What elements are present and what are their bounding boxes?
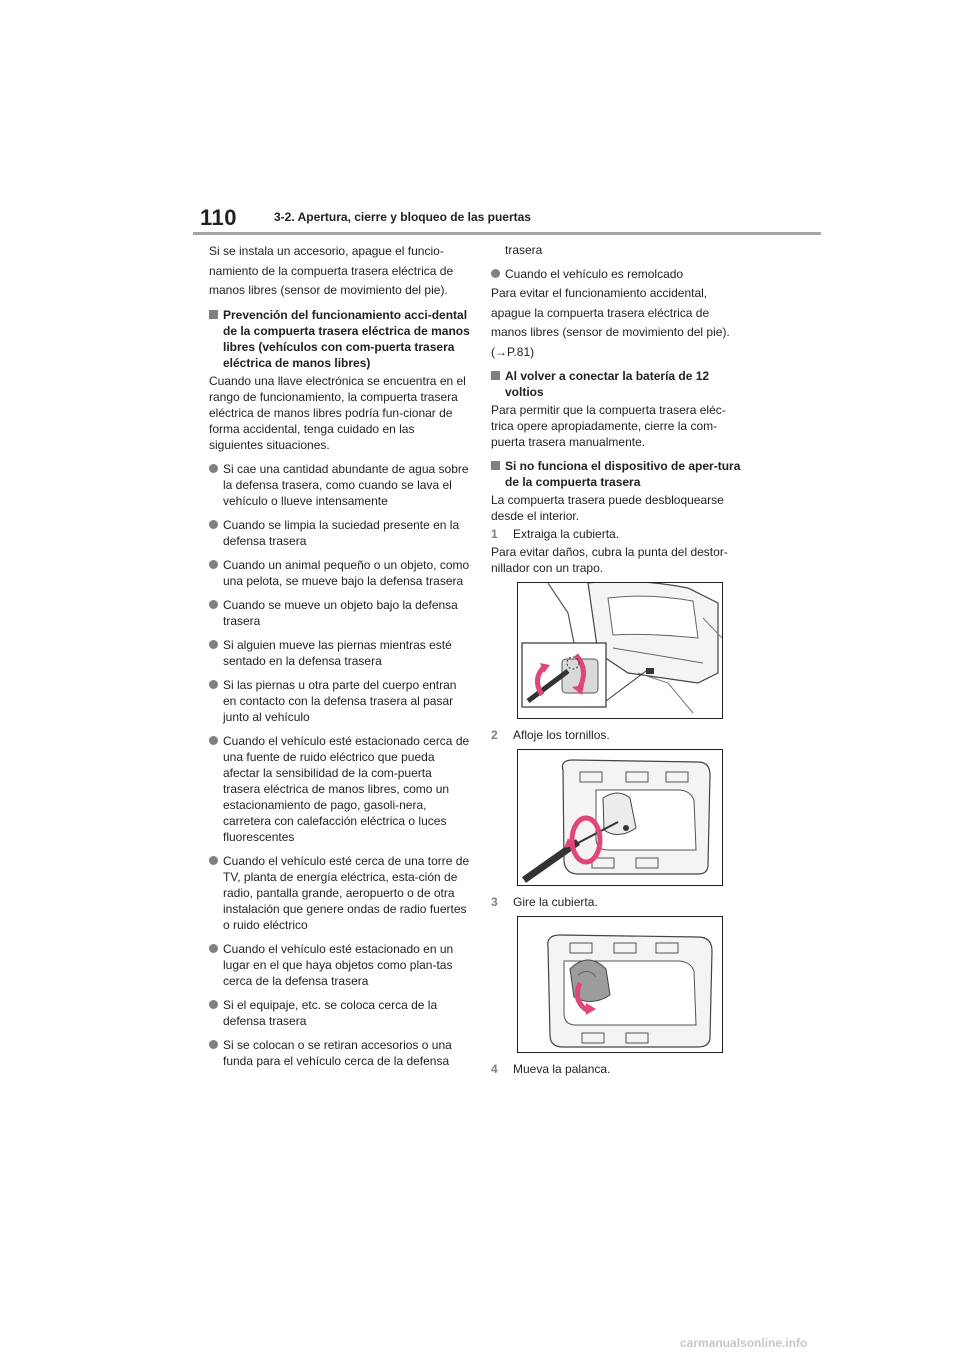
right-column: [491, 242, 741, 1079]
circle-bullet-icon: [209, 464, 218, 473]
list-item: Cuando el vehículo esté estacionado en un lugar en el que haya objetos como plan-tas cerca de la defensa trasera: [209, 941, 471, 989]
watermark: carmanualsonline.info: [680, 1336, 808, 1350]
circle-bullet-icon: [209, 520, 218, 529]
continuation-text: trasera: [505, 243, 543, 257]
loosen-screws-illustration: [518, 750, 722, 885]
section-title: 3-2. Apertura, cierre y bloqueo de las puertas: [274, 210, 531, 224]
step-number: 2: [491, 728, 498, 742]
circle-bullet-icon: [209, 736, 218, 745]
heading-opener-failure: Si no funciona el dispositivo de aper-tura de la compuerta trasera: [491, 458, 741, 490]
left-column: [209, 242, 471, 1077]
step-3: [491, 894, 741, 910]
list-item: Cuando un animal pequeño o un objeto, como una pelota, se mueve bajo la defensa trasera: [209, 557, 471, 589]
towed-page-reference: (→P.81): [491, 344, 535, 359]
list-item: Si cae una cantidad abundante de agua sobre la defensa trasera, como cuando se lava el vehículo o llueve intensamente: [209, 461, 471, 509]
step-text: Afloje los tornillos.: [513, 728, 610, 742]
step-2: [491, 727, 741, 743]
list-item: Si las piernas u otra parte del cuerpo entran en contacto con la defensa trasera al pasar junto al vehículo: [209, 677, 471, 725]
remove-cover-illustration: [518, 583, 722, 718]
circle-bullet-icon: [209, 1040, 218, 1049]
step-1: [491, 526, 741, 542]
list-item: Cuando el vehículo esté estacionado cerca de una fuente de ruido eléctrico que pueda afectar la sensibilidad de la com-puerta trasera eléctrica de manos libres, como un estacionamiento de pago, gasoli-nera, carretera con calefacción eléctrica o luces fluorescentes: [209, 733, 471, 845]
step-number: 3: [491, 895, 498, 909]
circle-bullet-icon: [209, 600, 218, 609]
list-item: Cuando se mueve un objeto bajo la defensa trasera: [209, 597, 471, 629]
heading-text: Prevención del funcionamiento acci-dental de la compuerta trasera eléctrica de manos libres (vehículos con com-puerta trasera eléctrica de manos libres): [223, 307, 470, 370]
intro-paragraph: Si se instala un accesorio, apague el funcio-namiento de la compuerta trasera eléctrica de manos libres (sensor de movimiento del pie).: [209, 244, 454, 297]
circle-bullet-icon: [209, 1000, 218, 1009]
figure-loosen-screws: [517, 749, 723, 886]
circle-bullet-icon: [209, 680, 218, 689]
square-bullet-icon: [491, 461, 500, 470]
list-item: Cuando se limpia la suciedad presente en la defensa trasera: [209, 517, 471, 549]
step-number: 1: [491, 527, 498, 541]
figure-remove-cover: [517, 582, 723, 719]
list-item: Cuando el vehículo esté cerca de una torre de TV, planta de energía eléctrica, esta-ción de radio, pantalla grande, aeropuerto o de otra instalación que genere ondas de radio fuertes o ruido eléctrico: [209, 853, 471, 933]
heading-accidental-operation: [209, 307, 471, 371]
step-text: Mueva la palanca.: [513, 1062, 611, 1076]
step-1-note: Para evitar daños, cubra la punta del destor-nillador con un trapo.: [491, 545, 728, 575]
circle-bullet-icon: [209, 640, 218, 649]
step-4: [491, 1061, 741, 1077]
page-number: 110: [200, 205, 237, 230]
towed-paragraph: Para evitar el funcionamiento accidental, apague la compuerta trasera eléctrica de manos libres (sensor de movimiento del pie).: [491, 286, 730, 339]
list-item: Si alguien mueve las piernas mientras esté sentado en la defensa trasera: [209, 637, 471, 669]
step-number: 4: [491, 1062, 498, 1076]
opener-paragraph: La compuerta trasera puede desbloquearse desde el interior.: [491, 493, 724, 523]
square-bullet-icon: [491, 371, 500, 380]
square-bullet-icon: [209, 310, 218, 319]
list-item: Si se colocan o se retiran accesorios o una funda para el vehículo cerca de la defensa: [209, 1037, 471, 1069]
turn-cover-illustration: [518, 917, 722, 1052]
battery-paragraph: Para permitir que la compuerta trasera eléc-trica opere apropiadamente, cierre la com-puerta trasera manualmente.: [491, 403, 726, 449]
circle-bullet-icon: [491, 269, 500, 278]
circle-bullet-icon: [209, 560, 218, 569]
figure-turn-cover: [517, 916, 723, 1053]
list-item: Si el equipaje, etc. se coloca cerca de la defensa trasera: [209, 997, 471, 1029]
step-text: Gire la cubierta.: [513, 895, 598, 909]
accidental-operation-paragraph: Cuando una llave electrónica se encuentra en el rango de funcionamiento, la compuerta trasera eléctrica de manos libres podría fun-cionar de forma accidental, tenga cuidado en las siguientes situaciones.: [209, 373, 466, 452]
circle-bullet-icon: [209, 944, 218, 953]
header-rule: [193, 232, 821, 235]
list-item: Cuando el vehículo es remolcado: [491, 266, 741, 282]
circle-bullet-icon: [209, 856, 218, 865]
step-text: Extraiga la cubierta.: [513, 527, 620, 541]
heading-battery-reconnect: Al volver a conectar la batería de 12 voltios: [491, 368, 741, 400]
